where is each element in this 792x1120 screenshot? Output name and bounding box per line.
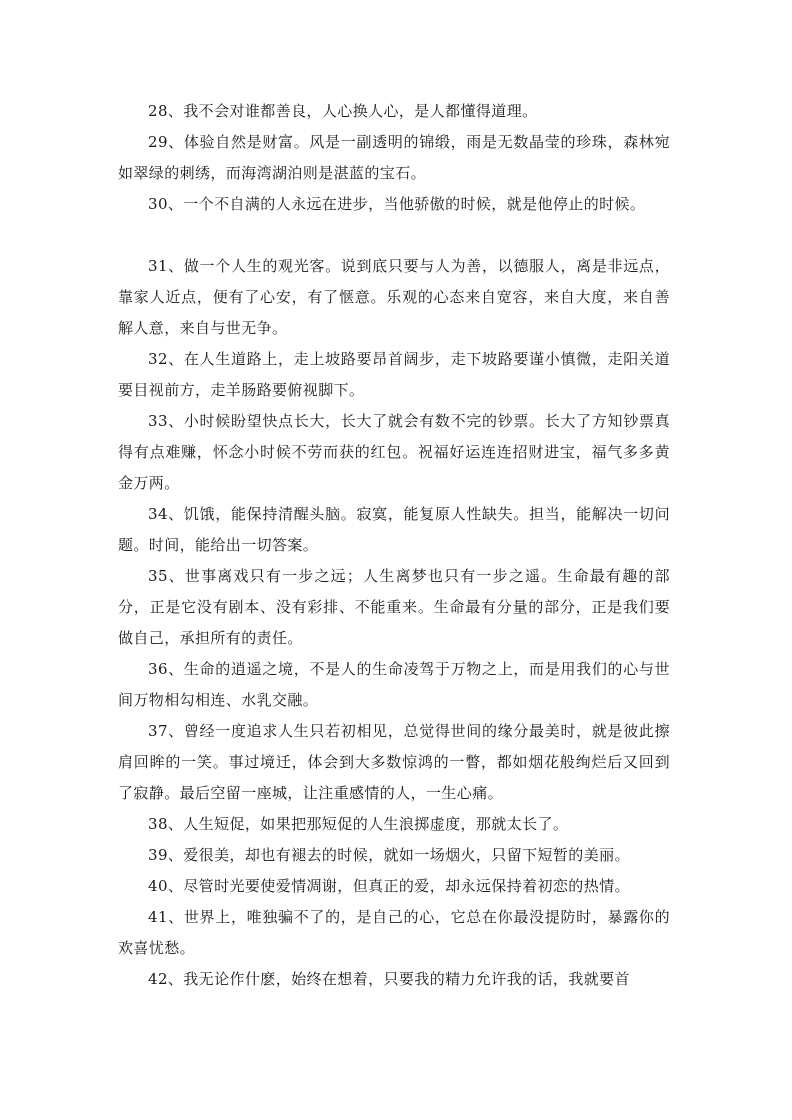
- paragraph-35: 35、世事离戏只有一步之远；人生离梦也只有一步之遥。生命最有趣的部分，正是它没有剧本、没有彩排、不能重来。生命最有分量的部分，正是我们要做自己，承担所有的责任。: [118, 567, 670, 647]
- paragraph-29: 29、体验自然是财富。风是一副透明的锦缎，雨是无数晶莹的珍珠，森林宛如翠绿的刺绣，而海湾湖泊则是湛蓝的宝石。: [118, 133, 670, 182]
- paragraph-40: 40、尽管时光要使爱情凋谢，但真正的爱，却永远保持着初恋的热情。: [148, 877, 630, 895]
- paragraph-30: 30、一个不自满的人永远在进步，当他骄傲的时候，就是他停止的时候。: [148, 195, 646, 213]
- paragraph-42: 42、我无论作什麽，始终在想着，只要我的精力允许我的话，我就要首: [148, 970, 630, 988]
- paragraph-41: 41、世界上，唯独骗不了的，是自己的心，它总在你最没提防时，暴露你的欢喜忧愁。: [118, 908, 670, 957]
- paragraph-28: 28、我不会对谁都善良，人心换人心，是人都懂得道理。: [148, 102, 538, 120]
- paragraph-36: 36、生命的逍遥之境，不是人的生命凌驾于万物之上，而是用我们的心与世间万物相勾相连、水乳交融。: [118, 660, 670, 709]
- document-page: [118, 96, 670, 995]
- paragraph-32: 32、在人生道路上，走上坡路要昂首阔步，走下坡路要谨小慎微，走阳关道要目视前方，走羊肠路要俯视脚下。: [118, 350, 670, 399]
- paragraph-31: 31、做一个人生的观光客。说到底只要与人为善，以德服人，离是非远点，靠家人近点，便有了心安，有了惬意。乐观的心态来自宽容，来自大度，来自善解人意，来自与世无争。: [118, 257, 670, 337]
- paragraph-gap: [118, 220, 670, 251]
- paragraph-39: 39、爱很美，却也有褪去的时候，就如一场烟火，只留下短暂的美丽。: [148, 846, 630, 864]
- paragraph-34: 34、饥饿，能保持清醒头脑。寂寞，能复原人性缺失。担当，能解决一切问题。时间，能给出一切答案。: [118, 505, 670, 554]
- paragraph-33: 33、小时候盼望快点长大，长大了就会有数不完的钞票。长大了方知钞票真得有点难赚，怀念小时候不劳而获的红包。祝福好运连连招财进宝，福气多多黄金万两。: [118, 412, 670, 492]
- paragraph-37: 37、曾经一度追求人生只若初相见，总觉得世间的缘分最美时，就是彼此擦肩回眸的一笑。事过境迁，体会到大多数惊鸿的一瞥，都如烟花般绚烂后又回到了寂静。最后空留一座城，让注重感情的人，一生心痛。: [118, 722, 670, 802]
- paragraph-38: 38、人生短促，如果把那短促的人生浪掷虚度，那就太长了。: [148, 815, 569, 833]
